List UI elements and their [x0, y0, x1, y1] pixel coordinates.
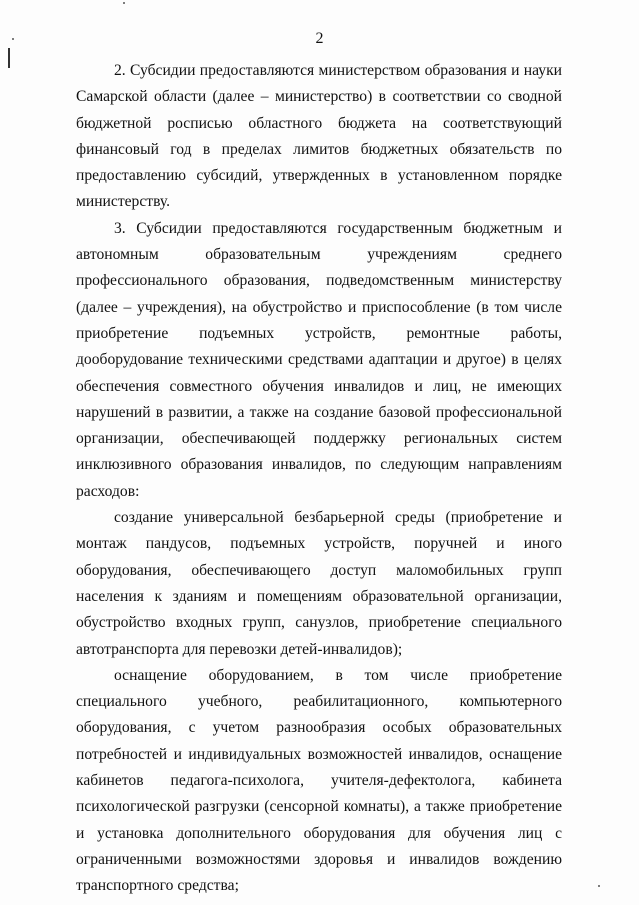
- paragraph-3: 3. Субсидии предоставляются государственным бюджетным и автономным образовательным учреждениям среднего профессионального образования, подведомственным министерству (далее – учреждения), на обустройство и приспособление (в том числе приобретение подъемных устройств, ремонтные работы, дооборудование техническими средствами адаптации и другое) в целях обеспечения совместного обучения инвалидов и лиц, не имеющих нарушений в развитии, а также на создание базовой профессиональной организации, обеспечивающей поддержку региональных систем инклюзивного образования инвалидов, по следующим направлениям расходов:: [76, 219, 562, 500]
- scan-speck: [123, 2, 125, 4]
- document-body: [76, 58, 562, 900]
- page-number: 2: [315, 30, 324, 47]
- paragraph-2: 2. Субсидии предоставляются министерством образования и науки Самарской области (далее – министерство) в соответствии со сводной бюджетной росписью областного бюджета на соответствующий финансовый год в пределах лимитов бюджетных обязательств по предоставлению субсидий, утвержденных в установленном порядке министерству.: [76, 62, 562, 211]
- paragraph-barrier-free: создание универсальной безбарьерной среды (приобретение и монтаж пандусов, подъемных устройств, поручней и иного оборудования, обеспечивающего доступ маломобильных групп населения к зданиям и помещениям образовательной организации, обустройство входных групп, санузлов, приобретение специального автотранспорта для перевозки детей-инвалидов);: [76, 509, 562, 658]
- paragraph-equipment: оснащение оборудованием, в том числе приобретение специального учебного, реабилитационного, компьютерного оборудования, с учетом разнообразия особых образовательных потребностей и индивидуальных возможностей инвалидов, оснащение кабинетов педагога-психолога, учителя-дефектолога, кабинета психологической разгрузки (сенсорной комнаты), а также приобретение и установка дополнительного оборудования для обучения лиц с ограниченными возможностями здоровья и инвалидов вождению транспортного средства;: [76, 666, 562, 895]
- scan-speck: [598, 885, 600, 887]
- scan-margin-mark: [8, 48, 10, 68]
